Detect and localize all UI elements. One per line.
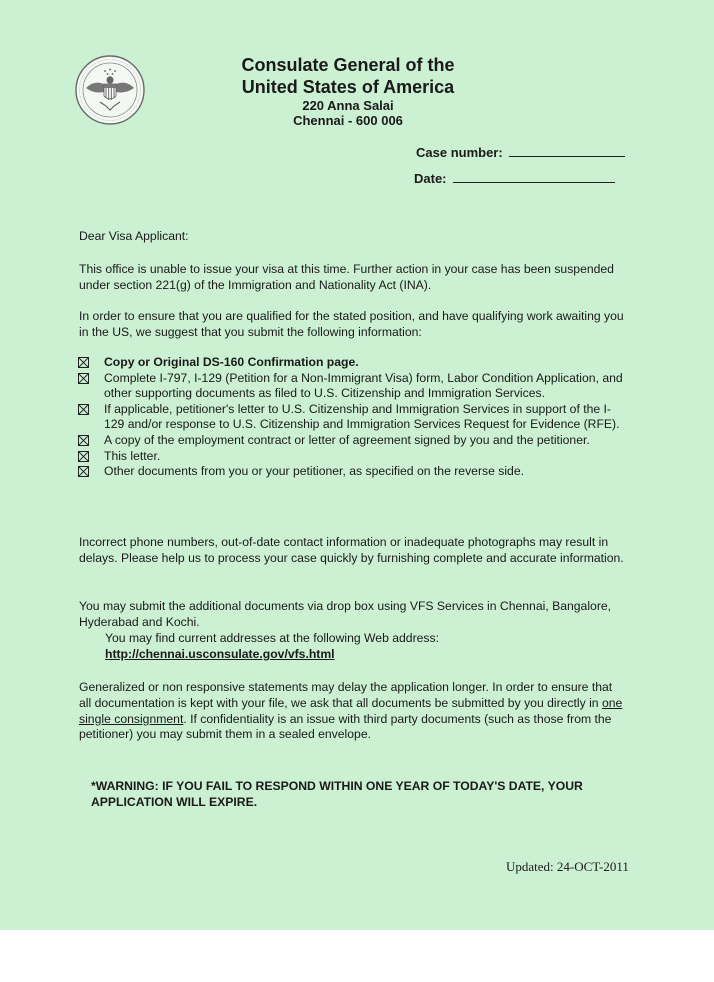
checked-box-icon — [78, 404, 89, 415]
checklist-item-text: Complete I-797, I-129 (Petition for a Non-Immigrant Visa) form, Labor Condition Application, and other supporting documents as filed to U.S. Citizenship and Immigration Services. — [104, 370, 623, 401]
checklist-item — [78, 355, 624, 371]
checklist-item — [78, 402, 624, 433]
checklist-item — [78, 449, 624, 465]
case-number-row — [416, 145, 625, 160]
checklist-item-text: If applicable, petitioner's letter to U.S. Citizenship and Immigration Services in support of the I-129 and/or response to U.S. Citizenship and Immigration Services Request for Evidence (RFE). — [104, 401, 620, 432]
case-number-label: Case number: — [416, 145, 503, 160]
document-checklist — [78, 355, 624, 480]
checklist-item-text: Other documents from you or your petitioner, as specified on the reverse side. — [104, 464, 525, 479]
paragraph-drop-box: You may submit the additional documents via drop box using VFS Services in Chennai, Bangalore, Hyderabad and Kochi. — [79, 599, 612, 629]
expiry-warning: *WARNING: IF YOU FAIL TO RESPOND WITHIN ONE YEAR OF TODAY'S DATE, YOUR APPLICATION WILL EXPIRE. — [91, 779, 583, 809]
checklist-item — [78, 371, 624, 402]
checked-box-icon — [78, 373, 89, 384]
checklist-item-text: Copy or Original DS-160 Confirmation page. — [104, 355, 359, 369]
checked-box-icon — [78, 451, 89, 462]
updated-date: Updated: 24-OCT-2011 — [506, 859, 629, 874]
checked-box-icon — [78, 466, 89, 477]
letterhead-address-line2: Chennai - 600 006 — [293, 113, 403, 128]
vfs-link-row — [105, 647, 625, 663]
checklist-item-text: This letter. — [104, 448, 161, 463]
letterhead-title-line2: United States of America — [241, 77, 455, 97]
consignment-text-after: . If confidentiality is an issue with third party documents (such as those from the petitioner) you may submit them in a sealed envelope. — [79, 711, 612, 742]
consignment-text-before: Generalized or non responsive statements may delay the application longer. In order to ensure that all documentation is kept with your file, we ask that all documents be submitted by you directly in — [79, 680, 613, 710]
checked-box-icon — [78, 435, 89, 446]
vfs-link[interactable]: http://chennai.usconsulate.gov/vfs.html — [105, 647, 335, 661]
paragraph-qualification: In order to ensure that you are qualified for the stated position, and have qualifying work awaiting you in the US, we suggest that you submit the following information: — [79, 309, 624, 339]
paragraph-contact-info: Incorrect phone numbers, out-of-date contact information or inadequate photographs may result in delays. Please help us to process your case quickly by furnishing complete and accurate information. — [79, 535, 624, 565]
salutation: Dear Visa Applicant: — [79, 229, 189, 243]
date-blank — [453, 182, 615, 183]
checklist-item — [78, 464, 624, 480]
checklist-item-text: A copy of the employment contract or letter of agreement signed by you and the petitioner. — [104, 432, 590, 447]
letterhead-title-line1: Consulate General of the — [241, 55, 455, 75]
paragraph-consignment — [79, 680, 624, 743]
checked-box-icon — [78, 357, 89, 368]
paragraph-suspension: This office is unable to issue your visa at this time. Further action in your case has been suspended under section 221(g) of the Immigration and Nationality Act (INA). — [79, 262, 614, 292]
letterhead-address-line1: 220 Anna Salai — [302, 98, 394, 113]
consulate-seal-icon — [74, 54, 146, 126]
date-row — [414, 171, 615, 186]
date-label: Date: — [414, 171, 447, 186]
checklist-item — [78, 433, 624, 449]
case-number-blank — [509, 156, 625, 157]
web-address-intro: You may find current addresses at the following Web address: — [105, 631, 439, 645]
letterhead — [200, 54, 496, 128]
consignment-underlined-text: one single consignment — [79, 695, 623, 726]
